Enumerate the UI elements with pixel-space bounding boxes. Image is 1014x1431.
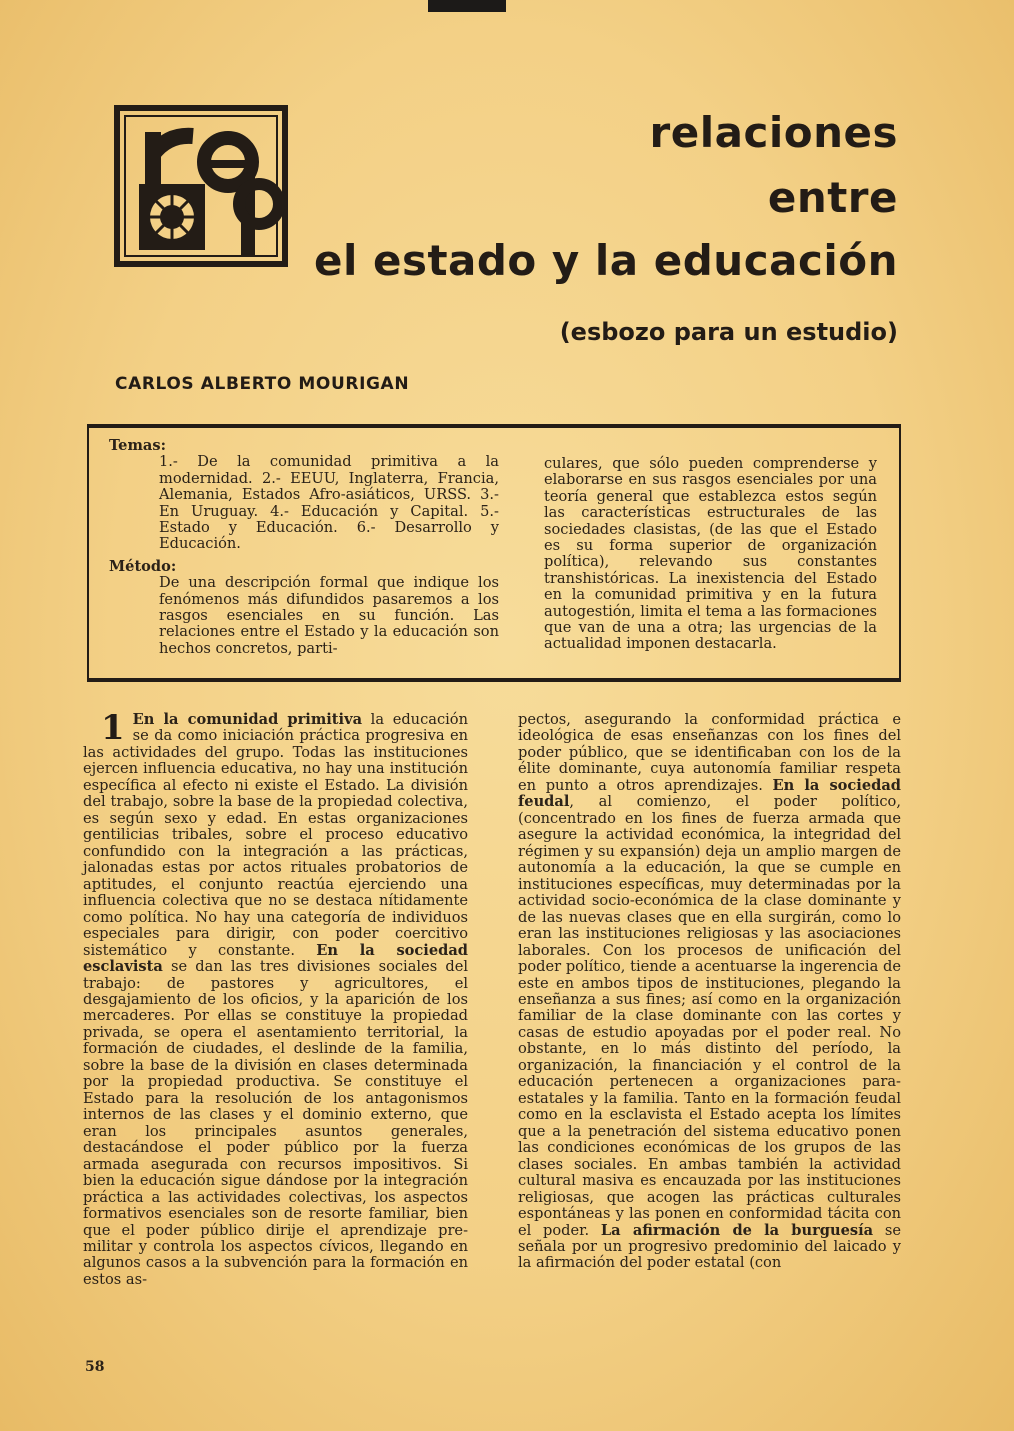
body-right-column [518,712,901,1272]
bold-lead-2: En la sociedad esclavista [83,941,468,976]
summary-left-column [109,438,499,657]
metodo-label: Método: [109,557,177,575]
summary-right-column [544,456,877,653]
author: CARLOS ALBERTO MOURIGAN [115,374,410,394]
body-right-text-2: , al comienzo, el poder político, (concentrado en los fines de fuerza armada que asegure la actividad económica, la integridad del régimen y su expansión) deja un amplio margen de autonomía a la educación, la que se cumple en instituciones específicas, muy determinadas por la actividad socio-económica de la clase dominante y de las nuevas clases que en ella surgirán, como lo eran las instituciones religiosas y las asociaciones laborales. Con los procesos de unificación del poder político, tiende a acentuarse la ingerencia de este en ambos tipos de instituciones, plegando la enseñanza a sus fines; así como en la organización familiar de la clase dominante con las cortes y casas de estudio apoyadas por el poder real. No obstante, en lo más distinto del período, la organización, la financiación y el control de la educación pertenecen a organizaciones para-estatales y la familia. Tanto en la formación feudal como en la esclavista el Estado acepta los límites que a la penetración del sistema educativo ponen las condiciones económicas de los grupos de las clases sociales. En ambas también la actividad cultural masiva es encauzada por las instituciones religiosas, que acogen las prácticas culturales espontáneas y las ponen en conformidad tácita con el poder. [518,793,901,1239]
bold-lead-3: En la sociedad feudal [518,776,901,811]
title-line-2: entre [767,173,898,222]
page-number: 58 [85,1359,105,1375]
body-left-column [83,708,468,1288]
body-left-text-1: la educación se da como iniciación práctica progresiva en las actividades del grupo. Todas las instituciones ejercen influencia educativa, no hay una institución específica al efecto ni existe el Estado. La división del trabajo, sobre la base de la propiedad colectiva, es según sexo y edad. En estas organizaciones gentilicias tribales, sobre el proceso educativo confundido con la integración a las prácticas, jalonadas estas por actos rituales probatorios de aptitudes, el conjunto reactúa ejerciendo una influencia colectiva que no se destaca nítidamente como política. No hay una categoría de individuos especiales para dirigir, con poder coercitivo sistemático y constante. [83,711,468,959]
rep-logo-icon [113,104,289,268]
top-edge-mark [428,0,506,12]
metodo-text: De una descripción formal que indique los fenómenos más difundidos pasaremos a los rasgos esenciales en su función. Las relaciones entre el Estado y la educación son hechos concretos, parti- [159,574,499,657]
dropcap: 1 [101,708,125,748]
summary-right-text: culares, que sólo pueden comprenderse y elaborarse en sus rasgos esenciales por una teoría general que establezca estos según las características estructurales de las sociedades clasistas, (de las que el Estado es su forma superior de organización política), relevando sus constantes transhistóricas. La inexistencia del Estado en la comunidad primitiva y en la futura autogestión, limita el tema a las formaciones que van de una a otra; las urgencias de la actualidad imponen destacarla. [544,455,877,653]
bold-lead-1: En la comunidad primitiva [132,711,363,728]
bold-lead-4: La afirmación de la burguesía [600,1221,874,1239]
subtitle: (esbozo para un estudio) [559,318,898,346]
body-right-paragraph [518,712,901,1272]
title-line-3: el estado y la educación [313,236,898,285]
body-right-text-3: se señala por un progresivo predominio del laicado y la afirmación del poder estatal (con [518,1221,902,1272]
temas-label: Temas: [109,437,166,454]
summary-box [87,424,901,682]
body-left-paragraph [83,708,468,1288]
body-right-text-1: pectos, asegurando la conformidad práctica e ideológica de esas enseñanzas con los fines del poder público, que se identificaban con los de la élite dominante, cuya autonomía familiar respeta en punto a otros aprendizajes. [518,711,901,794]
title-line-1: relaciones [649,108,898,157]
temas-text: 1.- De la comunidad primitiva a la modernidad. 2.- EEUU, Inglaterra, Francia, Alemania, Estados Afro-asiáticos, URSS. 3.- En Uruguay. 4.- Educación y Capital. 5.- Estado y Educación. 6.- Desarrollo y Educación. [159,453,499,553]
body-left-text-2: se dan las tres divisiones sociales del trabajo: de pastores y agricultores, el desgajamiento de los oficios, y la aparición de los mercaderes. Por ellas se constituye la propiedad privada, se opera el asentamiento territorial, la formación de ciudades, el deslinde de la familia, sobre la base de la división en clases determinada por la propiedad productiva. Se constituye el Estado para la resolución de los antagonismos internos de las clases y el dominio externo, que eran los principales asuntos generales, destacándose el poder público por la fuerza armada asegurada con recursos impositivos. Si bien la educación sigue dándose por la integración práctica a las actividades colectivas, los aspectos formativos esenciales son de resorte familiar, bien que el poder público dirije el aprendizaje pre-militar y controla los aspectos cívicos, llegando en algunos casos a la subvención para la formación en estos as- [83,958,468,1288]
